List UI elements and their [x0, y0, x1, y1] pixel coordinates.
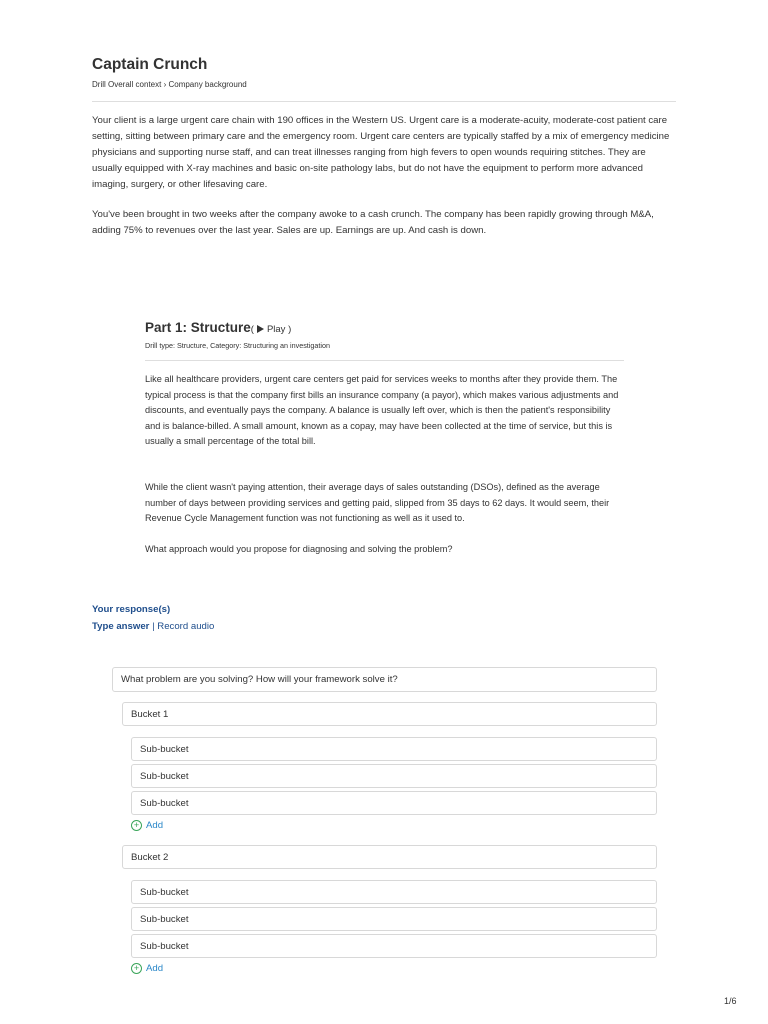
sub-bucket-label: Sub-bucket [140, 940, 189, 952]
sub-bucket-field[interactable] [131, 737, 657, 761]
play-button[interactable] [251, 324, 291, 335]
record-audio-link[interactable]: Record audio [157, 621, 215, 632]
part-question: What approach would you propose for diagnosing and solving the problem? [145, 544, 453, 554]
sub-bucket-label: Sub-bucket [140, 913, 189, 925]
part-heading [145, 320, 291, 335]
response-mode-switch [92, 621, 214, 632]
add-label: Add [146, 963, 164, 974]
sub-bucket-label: Sub-bucket [140, 743, 189, 755]
drill-type: Drill type: Structure, Category: Structuring an investigation [145, 341, 330, 350]
add-circle-icon: + [131, 963, 142, 974]
add-label: Add [146, 820, 164, 831]
play-label: Play [266, 324, 286, 335]
context-paragraph-2: You've been brought in two weeks after the company awoke to a cash crunch. The company has been rapidly growing through M&A, adding 75% to revenues over the last year. Sales are up. Earnings are up. And cash is down. [92, 209, 654, 236]
part-paragraph-1: Like all healthcare providers, urgent care centers get paid for services weeks to months after they provide them. The typical process is that the company first bills an insurance company (a payor), which makes various adjustments and discounts, and eventually pays the company. A balance is usually left over, which is then the patient's responsibility and is balance-billed. A small amount, known as a copay, may have been collected at the time of service, but this is usually a small percentage of the total bill. [145, 374, 619, 447]
add-circle-icon: + [131, 820, 142, 831]
sub-bucket-label: Sub-bucket [140, 770, 189, 782]
mode-separator: | [152, 621, 155, 632]
type-answer-link[interactable]: Type answer [92, 621, 150, 632]
sub-bucket-label: Sub-bucket [140, 797, 189, 809]
problem-statement-text: What problem are you solving? How will your framework solve it? [121, 674, 398, 685]
header-divider [92, 101, 676, 102]
bucket-label: Bucket 2 [131, 851, 169, 863]
bucket-field[interactable] [122, 845, 657, 869]
sub-bucket-field[interactable] [131, 934, 657, 958]
page-number: 1/6 [724, 996, 737, 1006]
part-divider [145, 360, 624, 361]
sub-bucket-field[interactable] [131, 907, 657, 931]
problem-statement-field[interactable] [112, 667, 657, 692]
play-open-paren: ( [250, 324, 254, 335]
breadcrumb: Drill Overall context › Company background [92, 80, 247, 89]
add-sub-bucket-button[interactable] [131, 820, 163, 831]
play-close-paren: ) [288, 324, 292, 335]
sub-bucket-field[interactable] [131, 880, 657, 904]
bucket-label: Bucket 1 [131, 708, 169, 720]
play-icon [257, 325, 264, 333]
part-title: Part 1: Structure [145, 320, 251, 335]
page-title: Captain Crunch [92, 56, 208, 73]
context-paragraph-1: Your client is a large urgent care chain with 190 offices in the Western US. Urgent care is a moderate-acuity, moderate-cost patient care setting, sitting between primary care and the emergency room. Urgent care centers are typically staffed by a mix of emergency medicine physicians and supporting nurse staff, and can treat illnesses ranging from high fevers to open wounds requiring stitches. They are usually equipped with X-ray machines and basic on-site pathology labs, but do not have the equipment to perform more advanced imaging, surgery, or other lifesaving care. [92, 115, 670, 190]
bucket-field[interactable] [122, 702, 657, 726]
sub-bucket-field[interactable] [131, 764, 657, 788]
sub-bucket-label: Sub-bucket [140, 886, 189, 898]
add-sub-bucket-button[interactable] [131, 963, 163, 974]
responses-heading: Your response(s) [92, 604, 171, 615]
part-paragraph-2: While the client wasn't paying attention, their average days of sales outstanding (DSOs), defined as the average number of days between providing services and getting paid, slipped from 35 days to 62 days. It would seem, their Revenue Cycle Management function was not functioning as well as it used to. [145, 482, 610, 524]
sub-bucket-field[interactable] [131, 791, 657, 815]
